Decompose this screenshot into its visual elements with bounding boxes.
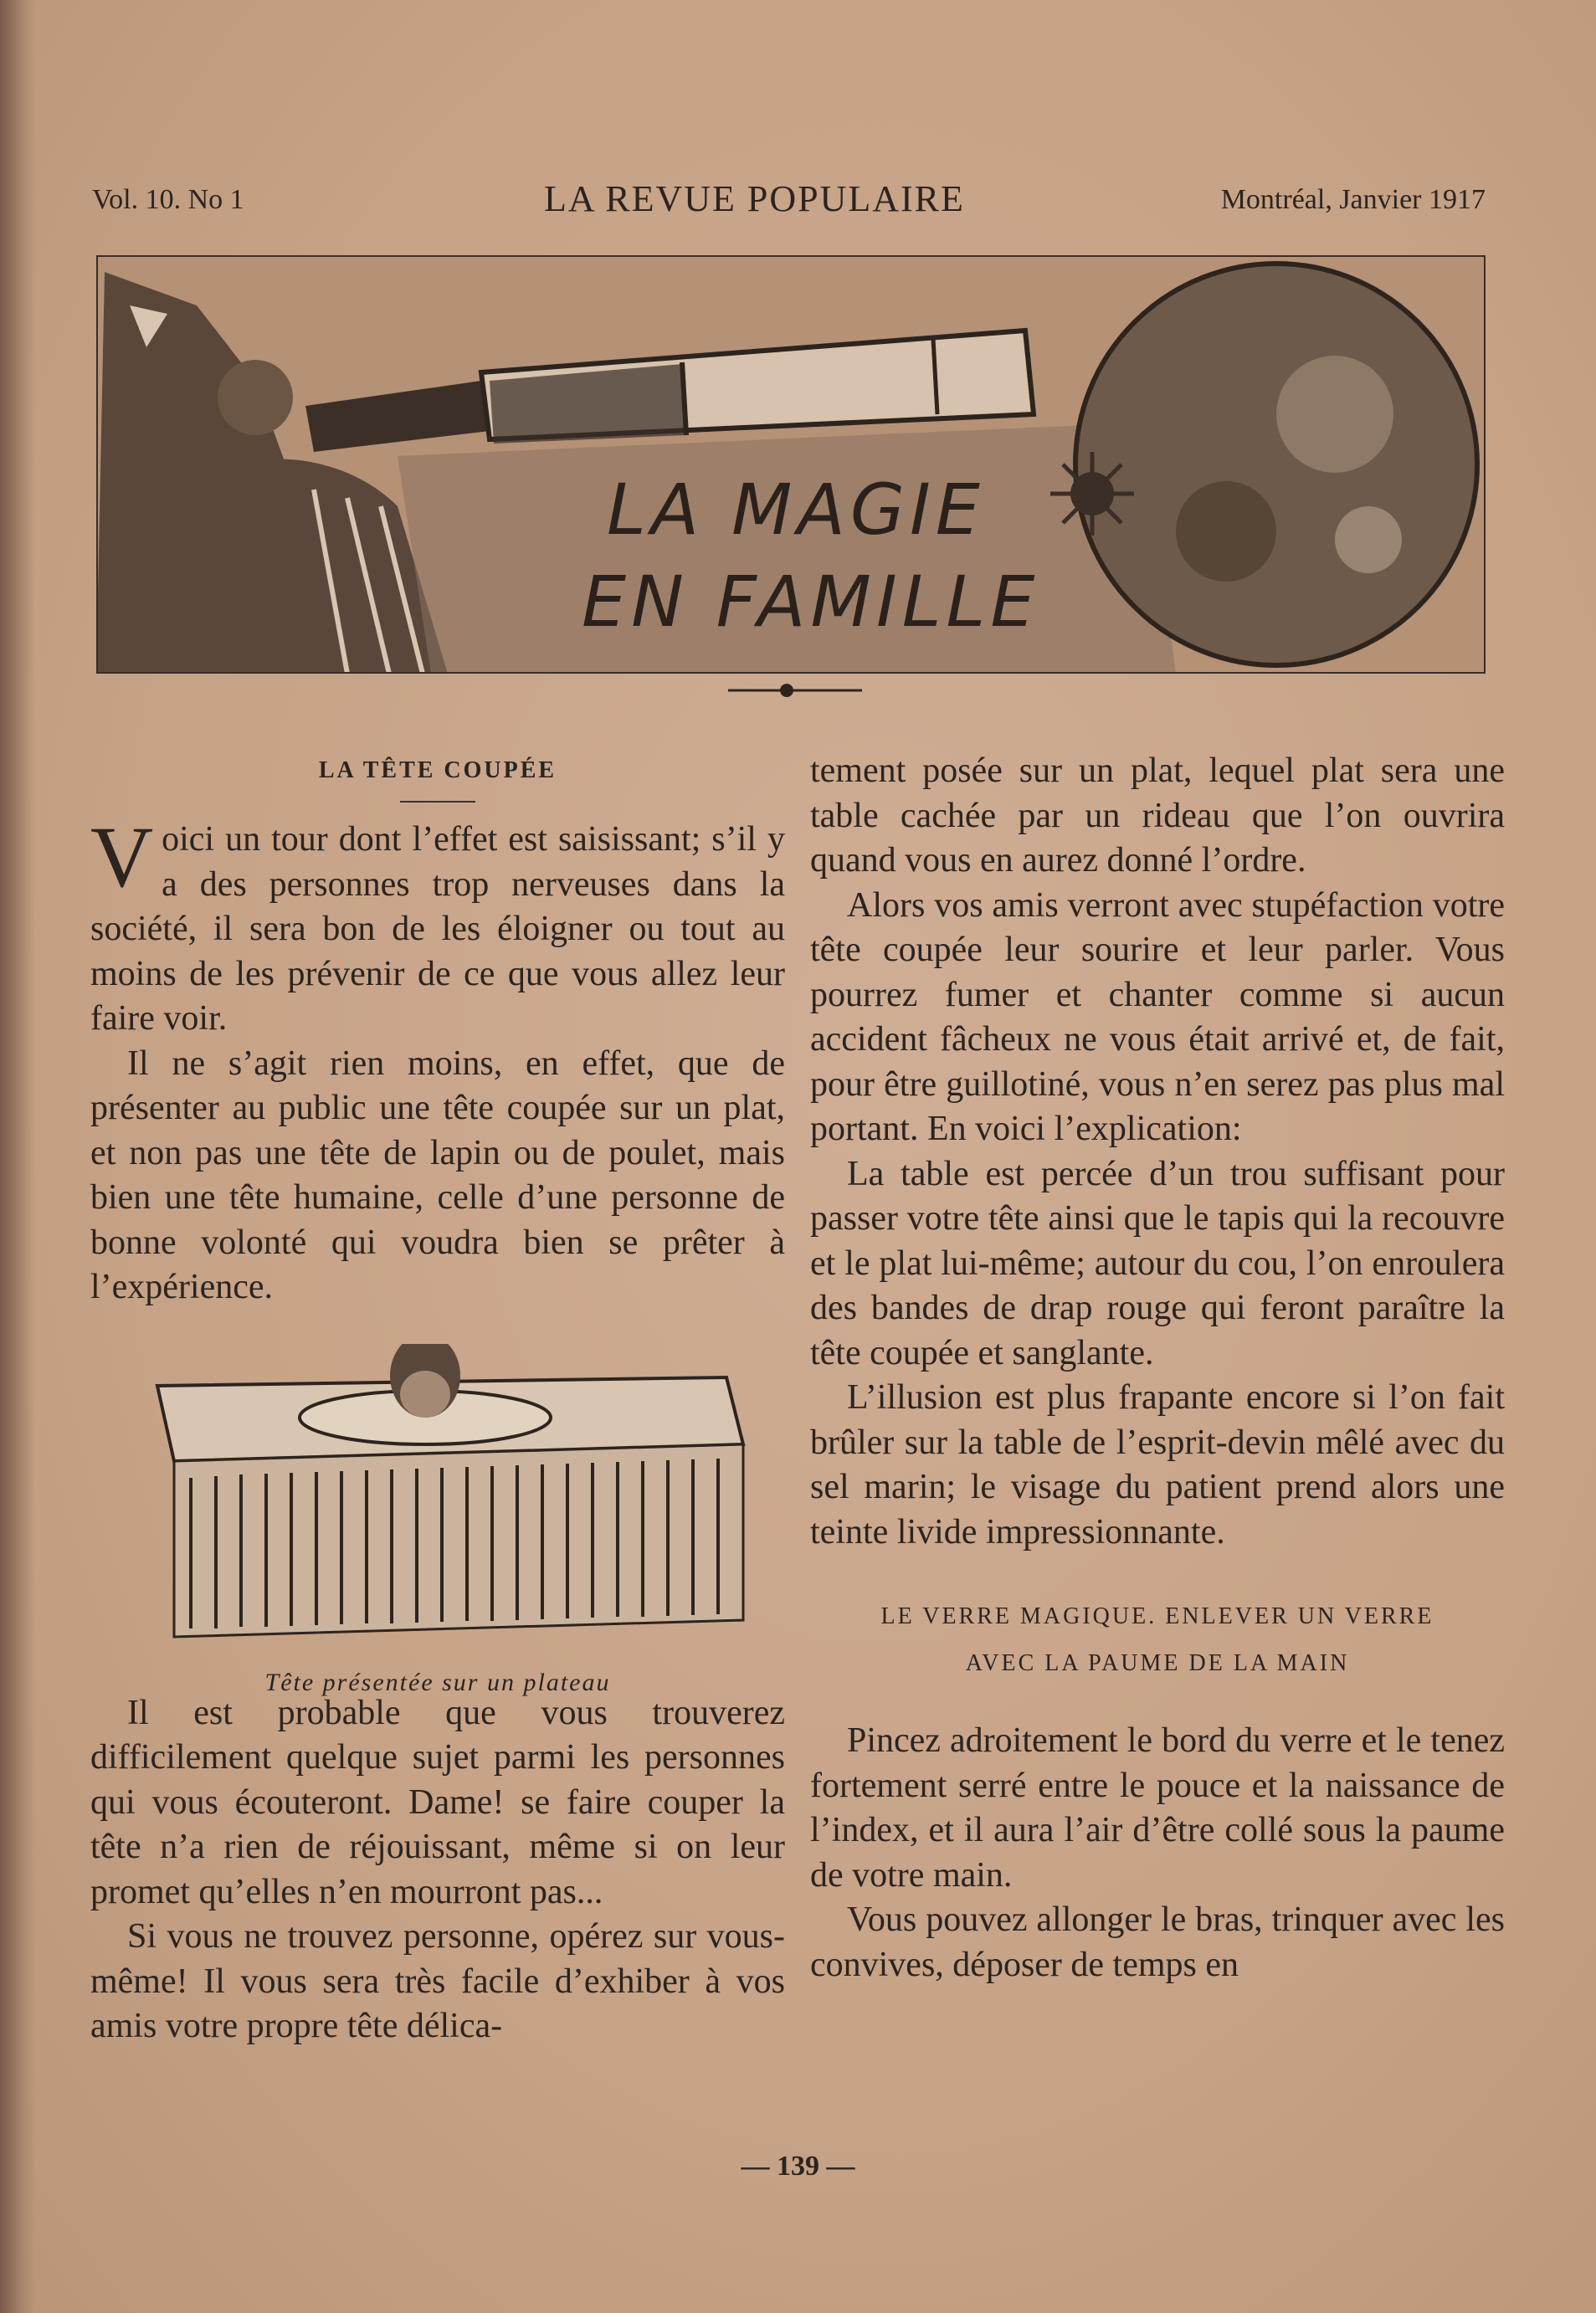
article-title: LA TÊTE COUPÉE [318,757,557,783]
book-spine-shadow [0,0,35,2313]
paragraph-continued: tement posée sur un plat, lequel plat sera une table cachée par un rideau que l’on ouvrira quand vous en aurez donné l’ordre. [810,751,1505,880]
paragraph: Il ne s’agit rien moins, en effet, que de présenter au public une tête coupée sur un plat, et non pas une tête de lapin ou de poulet, mais bien une tête humaine, celle d’une personne de bonne volonté qui voudra bien se prêter à l’expérience. [90,1044,785,1306]
running-header [0,177,1596,228]
severed-head-on-table-image [124,1344,760,1645]
figure-caption: Tête présentée sur un plateau [264,1668,611,1696]
banner-title-line-2: EN FAMILLE [582,561,1040,643]
second-article-title-line-2: AVEC LA PAUME DE LA MAIN [965,1650,1350,1676]
left-column [90,757,785,2049]
right-column [810,749,1505,1987]
banner-title-line-1: LA MAGIE [607,469,985,551]
issue-date: Montréal, Janvier 1917 [1220,184,1486,215]
second-article-title-line-1: LE VERRE MAGIQUE. ENLEVER UN VERRE [880,1603,1434,1629]
page-number: — 139 — [741,2151,855,2182]
illustrated-banner [96,255,1486,674]
table-illustration [90,1344,785,1696]
paragraph: Il est probable que vous trouverez difficilement quelque sujet parmi les personnes qui vous écouteront. Dame! se faire couper la tête n’a rien de réjouissant, même si on leur promet qu’elles n’en mourront pas... [90,1693,785,1911]
title-ornament [728,682,862,699]
volume-number: Vol. 10. No 1 [92,184,244,215]
second-article-title [810,1593,1505,1687]
paragraph-text: oici un tour dont l’effet est saisissant; s’il y a des personnes trop nerveuses dans la société, il sera bon de les éloigner ou tout au moins de les prévenir de ce que vous allez leur faire voir. [90,820,785,1038]
paragraph: L’illusion est plus frapante encore si l’on fait brûler sur la table de l’esprit-devin mêlé avec du sel marin; le visage du patient prend alors une teinte livide impressionnante. [810,1378,1505,1551]
paragraph: La table est percée d’un trou suffisant pour passer votre tête ainsi que le tapis qui la recouvre et le plat lui-même; autour du cou, l’on enroulera des bandes de drap rouge qui feront paraître la tête coupée et sanglante. [810,1154,1505,1372]
paragraph: Pincez adroitement le bord du verre et le tenez fortement serré entre le pouce et la naissance de l’index, et il aura l’air d’être collé sous la paume de votre main. [810,1721,1505,1895]
paragraph [90,809,785,1042]
paragraph: Vous pouvez allonger le bras, trinquer avec les convives, déposer de temps en [810,1900,1505,1984]
publication-title: LA REVUE POPULAIRE [544,178,965,219]
title-rule [400,801,475,803]
paragraph: Alors vos amis verront avec stupéfaction votre tête coupée leur sourire et leur parler. Vous pourrez fumer et chanter comme si aucun accident fâcheux ne vous était arrivé et, de fait, pour être guillotiné, vous n’en serez pas plus mal portant. En voici l’explication: [810,885,1505,1148]
paragraph: Si vous ne trouvez personne, opérez sur vous-même! Il vous sera très facile d’exhiber à vos amis votre propre tête délica- [90,1917,785,2045]
drop-cap: V [90,809,154,905]
